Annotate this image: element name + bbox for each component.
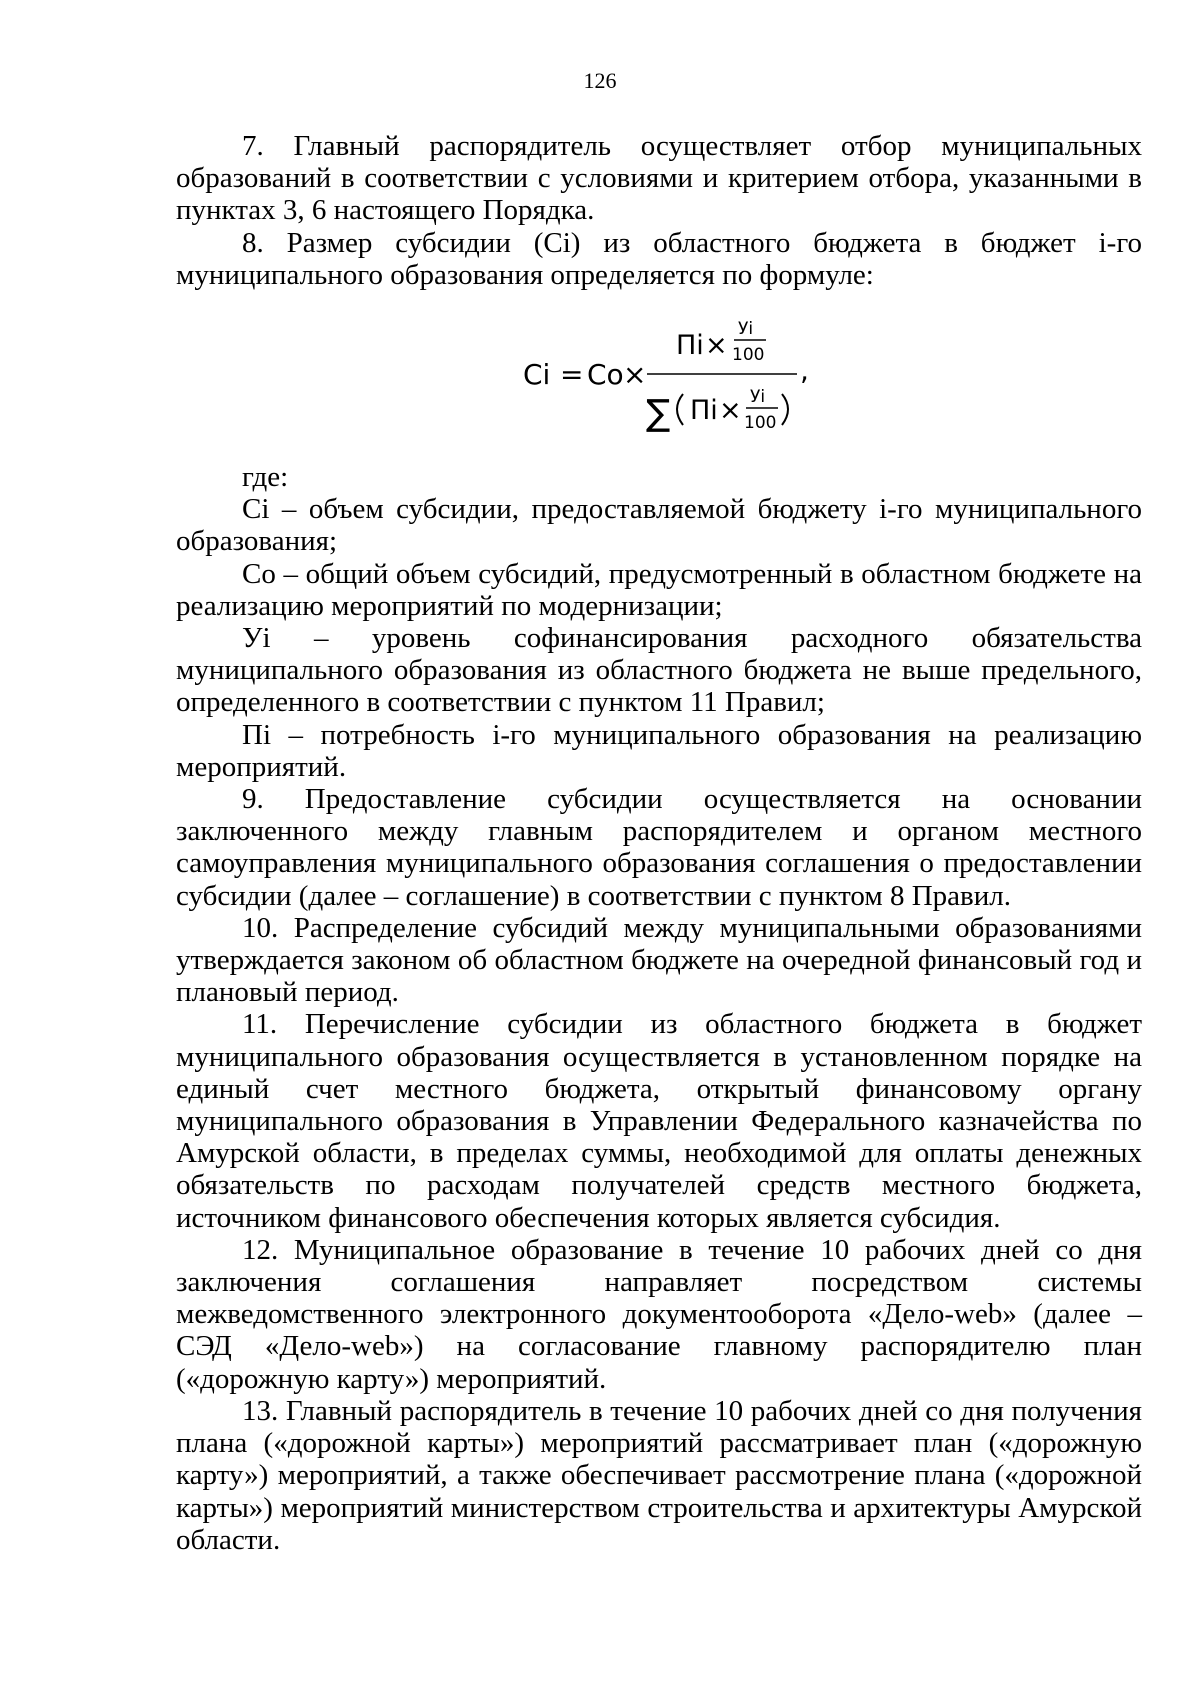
formula-times: ×: [623, 358, 647, 391]
paragraph-10: 10. Распределение субсидий между муниципальными образованиями утверждается законом об областном бюджете на очередной финансовый год и плановый период.: [176, 911, 1142, 1009]
formula-co: Co: [587, 358, 624, 391]
where-label: где:: [242, 461, 289, 493]
formula-lhs: Ci: [523, 358, 551, 391]
page-number: 126: [583, 68, 617, 93]
right-paren: [782, 394, 788, 425]
numerator-times: ×: [705, 330, 728, 361]
paragraph-11: 11. Перечисление субсидии из областного бюджета в бюджет муниципального образования осуществляется в установленном порядке на единый счет местного бюджета, открытый финансовому органу муниципального образования в Управлении Федерального казначейства по Амурской области, в пределах суммы, необходимой для оплаты денежных обязательств по расходам получателей средств местного бюджета, источником финансового обеспечения которых является субсидия.: [176, 1008, 1142, 1234]
formula-trailing-comma: ,: [800, 354, 809, 387]
formula-equals: =: [560, 358, 584, 391]
paragraph-9: 9. Предоставление субсидии осуществляется на основании заключенного между главным распорядителем и органом местного самоуправления муниципального образования соглашения о предоставлении субсидии (далее – соглашение) в соответствии с пунктом 8 Правил.: [176, 783, 1142, 912]
denominator-hundred: 100: [744, 413, 777, 433]
definition-yi: Уi – уровень софинансирования расходного обязательства муниципального образования из областного бюджета не выше предельного, определенного в соответствии с пунктом 11 Правил;: [176, 622, 1142, 719]
formula-svg: [0, 320, 1200, 440]
paragraph-13: 13. Главный распорядитель в течение 10 рабочих дней со дня получения плана («дорожной карты») мероприятий рассматривает план («дорожную карту») мероприятий, а также обеспечивает рассмотрение плана («дорожной карты») мероприятий министерством строительства и архитектуры Амурской области.: [176, 1394, 1142, 1556]
numerator-yi: Уi: [738, 320, 754, 339]
denominator-pi: Пi: [690, 395, 718, 426]
paragraph-8: 8. Размер субсидии (Сi) из областного бюджета в бюджет i-го муниципального образования определяется по формуле:: [176, 226, 1142, 291]
left-paren: [677, 394, 683, 425]
paragraph-7: 7. Главный распорядитель осуществляет отбор муниципальных образований в соответствии с условиями и критерием отбора, указанными в пунктах 3, 6 настоящего Порядка.: [176, 130, 1142, 227]
paragraph-12: 12. Муниципальное образование в течение 10 рабочих дней со дня заключения соглашения направляет посредством системы межведомственного электронного документооборота «Дело-web» (далее – СЭД «Дело-web») на согласование главному распорядителю план («дорожную карту») мероприятий.: [176, 1233, 1142, 1395]
definition-co: Со – общий объем субсидий, предусмотренный в областном бюджете на реализацию мероприятий по модернизации;: [176, 557, 1142, 622]
sigma-symbol: ∑: [646, 393, 671, 434]
subsidy-formula: [0, 320, 1200, 440]
intro-section: [176, 130, 1142, 291]
definition-pi: Пi – потребность i-го муниципального образования на реализацию мероприятий.: [176, 718, 1142, 783]
denominator-times: ×: [719, 395, 742, 426]
denominator-yi: Уi: [750, 387, 766, 407]
main-section: [176, 461, 1142, 1556]
numerator-hundred: 100: [732, 345, 765, 365]
numerator-pi: Пi: [676, 330, 704, 361]
definition-ci: Сi – объем субсидии, предоставляемой бюджету i-го муниципального образования;: [176, 493, 1142, 558]
